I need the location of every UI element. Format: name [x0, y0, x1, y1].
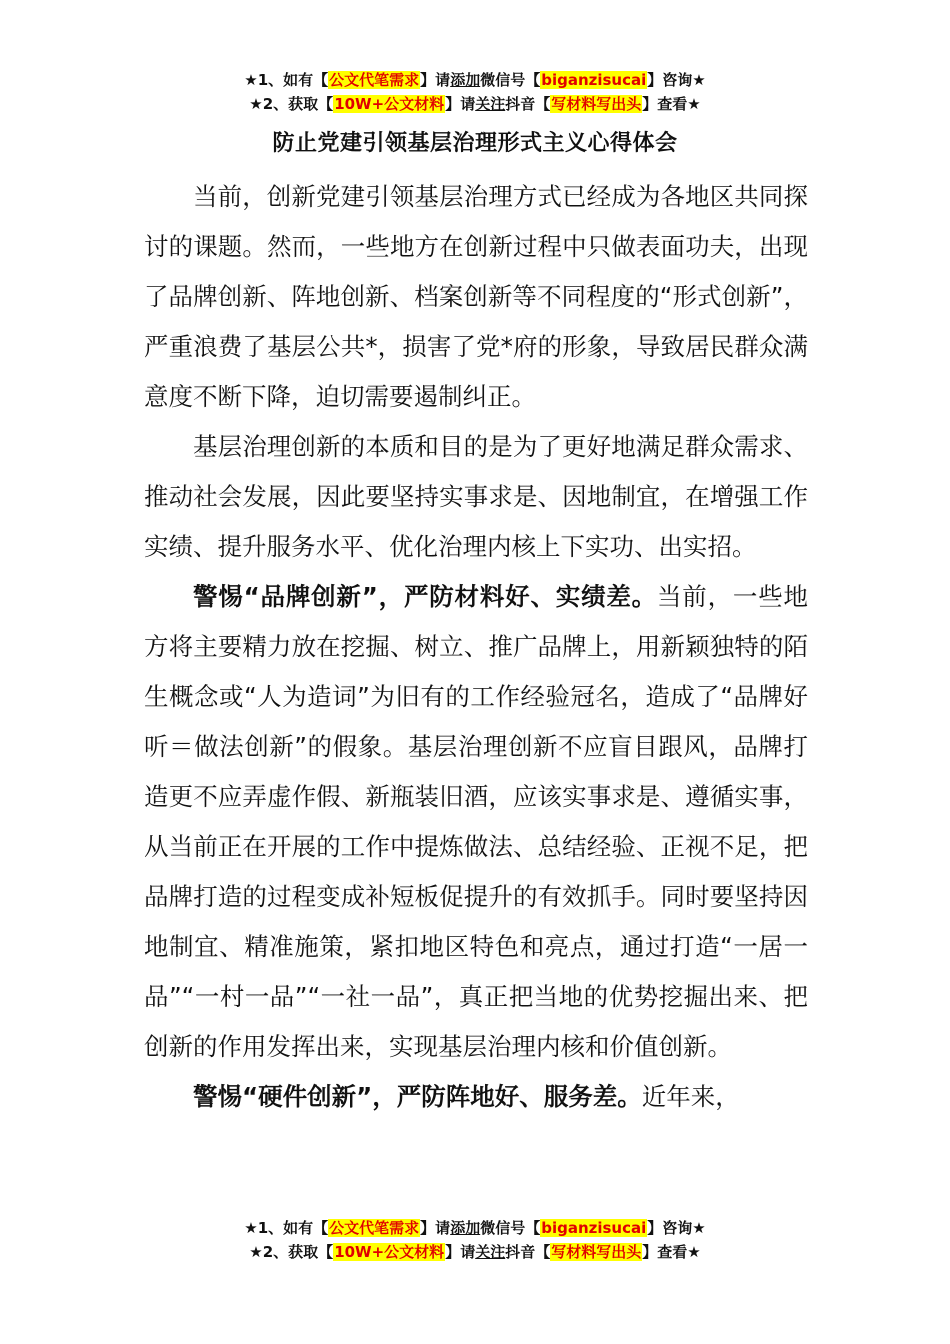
paragraph: [144, 572, 808, 1072]
banner-highlight: biganzisucai: [541, 71, 647, 89]
banner-text: 】请: [445, 1243, 476, 1261]
paragraph: 当前，创新党建引领基层治理方式已经成为各地区共同探讨的课题。然而，一些地方在创新过程中只做表面功夫，出现了品牌创新、阵地创新、档案创新等不同程度的“形式创新”，严重浪费了基层公共*，损害了党*府的形象，导致居民群众满意度不断下降，迫切需要遏制纠正。: [144, 182, 808, 411]
article-body: [144, 172, 808, 1122]
banner-text: 抖音【: [505, 1243, 551, 1261]
paragraph-heading: 警惕“品牌创新”，严防材料好、实绩差。: [193, 582, 657, 611]
paragraph-text: 当前，一些地方将主要精力放在挖掘、树立、推广品牌上，用新颖独特的陌生概念或“人为造词”为旧有的工作经验冠名，造成了“品牌好听＝做法创新”的假象。基层治理创新不应盲目跟风，品牌打造更不应弄虚作假、新瓶装旧酒，应该实事求是、遵循实事，从当前正在开展的工作中提炼做法、总结经验、正视不足，把品牌打造的过程变成补短板促提升的有效抓手。同时要坚持因地制宜、精准施策，紧扣地区特色和亮点，通过打造“一居一品”“一村一品”“一社一品”，真正把当地的优势挖掘出来、把创新的作用发挥出来，实现基层治理内核和价值创新。: [144, 582, 809, 1061]
banner-highlight: 写材料写出头: [551, 95, 642, 113]
banner-text: 微信号【: [480, 71, 541, 89]
banner-text: 】请: [420, 1219, 451, 1237]
banner-underlined: 添加: [450, 1219, 481, 1237]
paragraph-heading: 警惕“硬件创新”，严防阵地好、服务差。: [193, 1082, 642, 1111]
banner-text: ★2、获取【: [249, 95, 334, 113]
banner-text: ★1、如有【: [244, 1219, 329, 1237]
header-banner: [0, 68, 950, 116]
paragraph: [144, 1072, 808, 1122]
banner-line-1: [0, 68, 950, 92]
banner-highlight: 写材料写出头: [551, 1243, 642, 1261]
banner-text: ★1、如有【: [244, 71, 329, 89]
banner-text: 抖音【: [505, 95, 551, 113]
banner-text: 】咨询★: [647, 71, 706, 89]
banner-underlined: 关注: [475, 95, 506, 113]
banner-highlight: biganzisucai: [541, 1219, 647, 1237]
banner-text: 】查看★: [642, 95, 701, 113]
banner-line-2: [0, 1240, 950, 1264]
banner-underlined: 添加: [450, 71, 481, 89]
banner-text: ★2、获取【: [249, 1243, 334, 1261]
banner-text: 】请: [445, 95, 476, 113]
footer-banner: [0, 1216, 950, 1264]
banner-text: 】查看★: [642, 1243, 701, 1261]
page-title: 防止党建引领基层治理形式主义心得体会: [272, 131, 678, 156]
paragraph-text: 近年来，: [641, 1082, 740, 1111]
banner-text: 】请: [420, 71, 451, 89]
banner-highlight: 公文代笔需求: [329, 1219, 420, 1237]
banner-line-1: [0, 1216, 950, 1240]
banner-highlight: 10W+公文材料: [334, 1243, 445, 1261]
banner-highlight: 10W+公文材料: [334, 95, 445, 113]
paragraph: 基层治理创新的本质和目的是为了更好地满足群众需求、推动社会发展，因此要坚持实事求是、因地制宜，在增强工作实绩、提升服务水平、优化治理内核上下实功、出实招。: [144, 432, 808, 561]
banner-line-2: [0, 92, 950, 116]
banner-text: 微信号【: [480, 1219, 541, 1237]
banner-underlined: 关注: [475, 1243, 506, 1261]
banner-highlight: 公文代笔需求: [329, 71, 420, 89]
banner-text: 】咨询★: [647, 1219, 706, 1237]
